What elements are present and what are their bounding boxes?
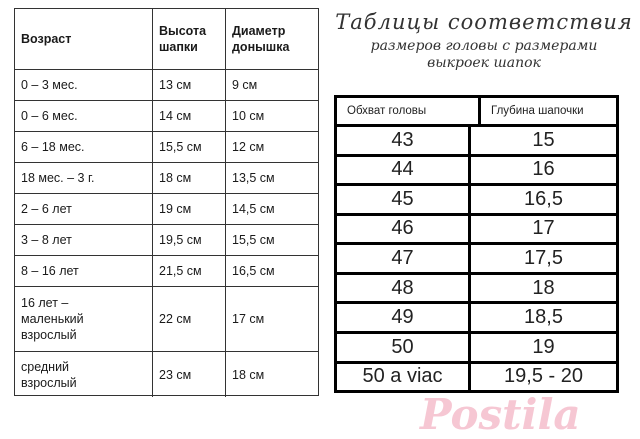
title-heading: Таблицы соответствия [335,10,633,34]
table-cell: 50 a viac [337,364,468,391]
table-cell: 22 см [152,287,225,351]
table-cell: 23 см [152,352,225,397]
table-cell: 16,5 [471,186,616,213]
table-cell: 19 [471,334,616,361]
table-cell: 19 см [152,194,225,224]
table-row [337,304,616,331]
svg-text:Postila: Postila [420,390,581,437]
table-row [15,351,318,397]
table-cell: 18 мес. – 3 г. [21,171,95,185]
table-cell: 17 см [225,287,318,351]
table-cell: 16 [471,157,616,184]
table-row [15,286,318,351]
table-cell: 18 см [225,352,318,397]
table-row [337,275,616,302]
column-header: Глубина шапочки [481,98,616,124]
table-row [15,255,318,286]
table-cell: 3 – 8 лет [21,233,72,247]
title-block [334,10,634,71]
table-row [337,127,616,154]
table-cell: средний взрослый [21,359,77,390]
age-size-table [14,8,319,396]
table-cell: 10 см [225,101,318,131]
table-cell: 0 – 3 мес. [21,78,78,92]
table-cell: 15,5 см [225,225,318,255]
table-row [337,186,616,213]
table-row [337,245,616,272]
table-cell: 14,5 см [225,194,318,224]
table-row [15,69,318,100]
table-cell: 2 – 6 лет [21,202,72,216]
table-cell: 21,5 см [152,256,225,286]
table-cell: 8 – 16 лет [21,264,79,278]
table-row [15,131,318,162]
table-row [15,100,318,131]
table-cell: 44 [337,157,468,184]
table-cell: 12 см [225,132,318,162]
table-row [15,162,318,193]
table-cell: 9 см [225,70,318,100]
column-header: Возраст [21,32,72,46]
table-row [337,334,616,361]
table-cell: 18 см [152,163,225,193]
column-header: Диаметр донышка [225,9,318,69]
table-cell: 43 [337,127,468,154]
table-cell: 48 [337,275,468,302]
table-cell: 49 [337,304,468,331]
table-cell: 17,5 [471,245,616,272]
title-subtitle-line2: выкроек шапок [427,55,541,71]
column-header: Обхват головы [337,98,478,124]
postila-watermark [416,389,616,437]
postila-logo-icon [416,389,616,437]
table-header-row [15,9,318,69]
table-row [337,364,616,391]
table-cell: 0 – 6 мес. [21,109,78,123]
table-row [15,224,318,255]
table-cell: 50 [337,334,468,361]
column-header: Высота шапки [152,9,225,69]
table-cell: 16,5 см [225,256,318,286]
table-cell: 18,5 [471,304,616,331]
table-cell: 16 лет – маленький взрослый [21,296,84,342]
table-cell: 19,5 см [152,225,225,255]
table-cell: 17 [471,216,616,243]
table-cell: 13,5 см [225,163,318,193]
table-row [15,193,318,224]
table-row [337,157,616,184]
table-cell: 15,5 см [152,132,225,162]
table-cell: 14 см [152,101,225,131]
table-cell: 13 см [152,70,225,100]
table-header-row [337,98,616,124]
table-cell: 6 – 18 мес. [21,140,85,154]
table-row [337,216,616,243]
table-cell: 18 [471,275,616,302]
title-subtitle-line1: размеров головы с размерами [370,38,598,54]
table-cell: 45 [337,186,468,213]
table-cell: 19,5 - 20 [471,364,616,391]
table-cell: 47 [337,245,468,272]
table-cell: 46 [337,216,468,243]
head-circumference-table [334,95,619,393]
table-cell: 15 [471,127,616,154]
